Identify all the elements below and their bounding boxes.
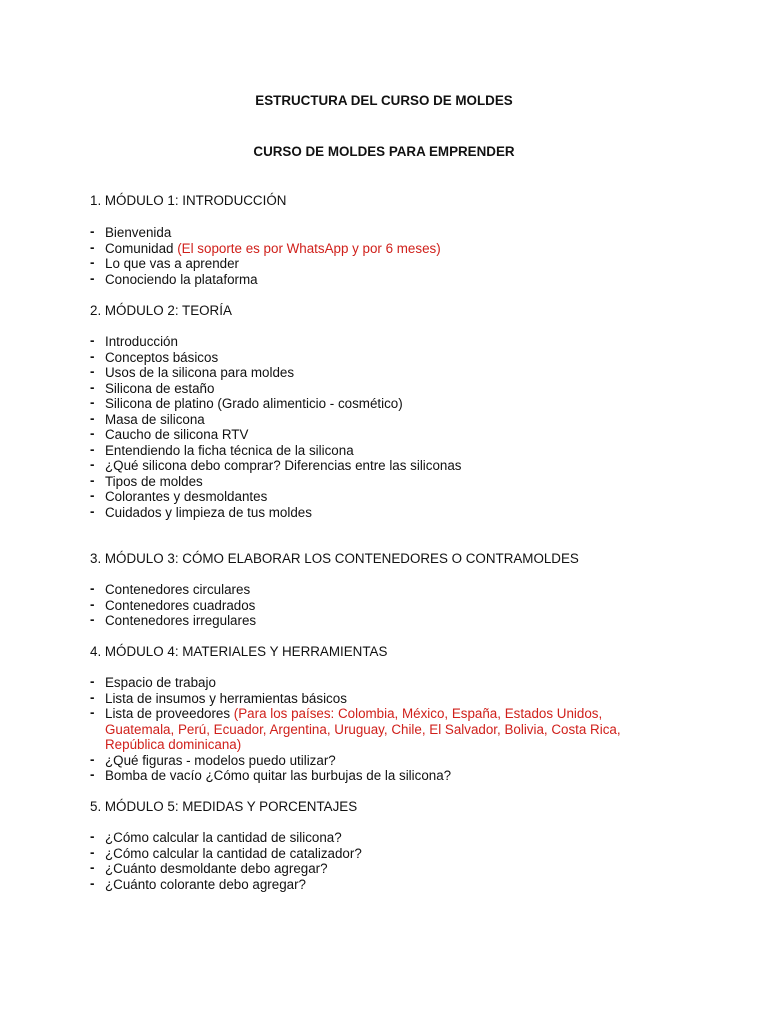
bullet-dash: - [90,674,95,689]
list-item [90,256,660,272]
module-5-list [90,830,660,892]
item-text: Introducción [105,334,178,349]
list-item [90,396,660,412]
bullet-dash: - [90,612,95,627]
list-item [90,861,660,877]
module-4-heading: 4. MÓDULO 4: MATERIALES Y HERRAMIENTAS [90,644,388,659]
item-note: (El soporte es por WhatsApp y por 6 meses) [177,240,441,256]
list-item [90,350,660,366]
list-item [90,489,660,505]
item-text: Contenedores circulares [105,582,251,597]
list-item [90,846,660,862]
item-text: Bomba de vacío ¿Cómo quitar las burbujas de la silicona? [105,768,452,783]
list-item [90,768,660,784]
item-text: ¿Cómo calcular la cantidad de silicona? [105,830,342,845]
module-2-list [90,334,660,520]
item-text: Silicona de platino (Grado alimenticio - cosmético) [105,396,403,411]
item-text: ¿Cuánto colorante debo agregar? [105,876,306,892]
list-item [90,753,660,769]
module-5-heading: 5. MÓDULO 5: MEDIDAS Y PORCENTAJES [90,799,358,814]
bullet-dash: - [90,705,95,720]
list-item [90,241,660,257]
item-text: Silicona de estaño [105,380,215,396]
bullet-dash: - [90,410,95,426]
document-title: ESTRUCTURA DEL CURSO DE MOLDES [255,93,513,108]
item-text: Tipos de moldes [105,473,203,489]
module-2-heading: 2. MÓDULO 2: TEORÍA [90,303,232,318]
list-item [90,272,660,288]
list-item [90,675,660,691]
bullet-dash: - [90,767,95,782]
list-item [90,334,660,350]
module-3-heading: 3. MÓDULO 3: CÓMO ELABORAR LOS CONTENEDORES O CONTRAMOLDES [90,551,579,566]
item-text: Conceptos básicos [105,349,219,365]
item-text: Contenedores cuadrados [105,597,256,613]
list-item [90,613,660,629]
bullet-dash: - [90,426,95,441]
module-3-list [90,582,660,629]
module-1-list [90,225,660,287]
list-item [90,381,660,397]
bullet-dash: - [90,860,95,875]
bullet-dash: - [90,844,95,860]
bullet-dash: - [90,441,95,457]
list-item [90,691,660,707]
bullet-dash: - [90,270,95,286]
bullet-dash: - [90,239,95,255]
bullet-dash: - [90,875,95,891]
item-text: Usos de la silicona para moldes [105,365,295,380]
item-text: ¿Cuánto desmoldante debo agregar? [105,861,328,876]
list-item [90,365,660,381]
bullet-dash: - [90,503,95,519]
document-subtitle: CURSO DE MOLDES PARA EMPRENDER [253,144,515,159]
bullet-dash: - [90,829,95,844]
item-text: Lista de proveedores [105,706,234,721]
list-item [90,505,660,521]
bullet-dash: - [90,348,95,364]
module-4-list [90,675,660,784]
item-text: Comunidad [105,240,178,256]
bullet-dash: - [90,364,95,379]
bullet-dash: - [90,596,95,612]
list-item [90,225,660,241]
item-text: ¿Qué silicona debo comprar? Diferencias entre las siliconas [105,458,462,473]
bullet-dash: - [90,224,95,239]
item-text: Entendiendo la ficha técnica de la silicona [105,442,354,458]
list-item [90,474,660,490]
item-text: Lo que vas a aprender [105,256,240,271]
list-item [90,830,660,846]
bullet-dash: - [90,255,95,270]
list-item [90,412,660,428]
item-text: ¿Cómo calcular la cantidad de catalizador? [105,845,362,861]
list-item [90,443,660,459]
item-text: Lista de insumos y herramientas básicos [105,690,347,706]
list-item [90,582,660,598]
item-text: Colorantes y desmoldantes [105,489,268,504]
item-text: Contenedores irregulares [105,613,257,628]
bullet-dash: - [90,472,95,488]
module-1-heading: 1. MÓDULO 1: INTRODUCCIÓN [90,193,287,208]
item-note: (Para los países: Colombia, México, España, Estados Unidos, Guatemala, Perú, Ecuador, Argentina, Uruguay, Chile, El Salvador, Bolivia, Costa Rica, República dominicana) [105,706,621,752]
item-text: Cuidados y limpieza de tus moldes [105,504,312,520]
item-text: Bienvenida [105,225,172,240]
list-item [90,877,660,893]
list-item [90,458,660,474]
item-text: ¿Qué figuras - modelos puedo utilizar? [105,752,336,768]
item-text: Espacio de trabajo [105,675,216,690]
bullet-dash: - [90,457,95,472]
bullet-dash: - [90,395,95,410]
bullet-dash: - [90,379,95,395]
list-item [90,427,660,443]
bullet-dash: - [90,689,95,705]
bullet-dash: - [90,581,95,596]
item-text: Masa de silicona [105,411,205,427]
bullet-dash: - [90,751,95,767]
bullet-dash: - [90,488,95,503]
item-text: Conociendo la plataforma [105,271,258,287]
item-text: Caucho de silicona RTV [105,427,249,442]
list-item [90,706,660,753]
bullet-dash: - [90,333,95,348]
list-item [90,598,660,614]
